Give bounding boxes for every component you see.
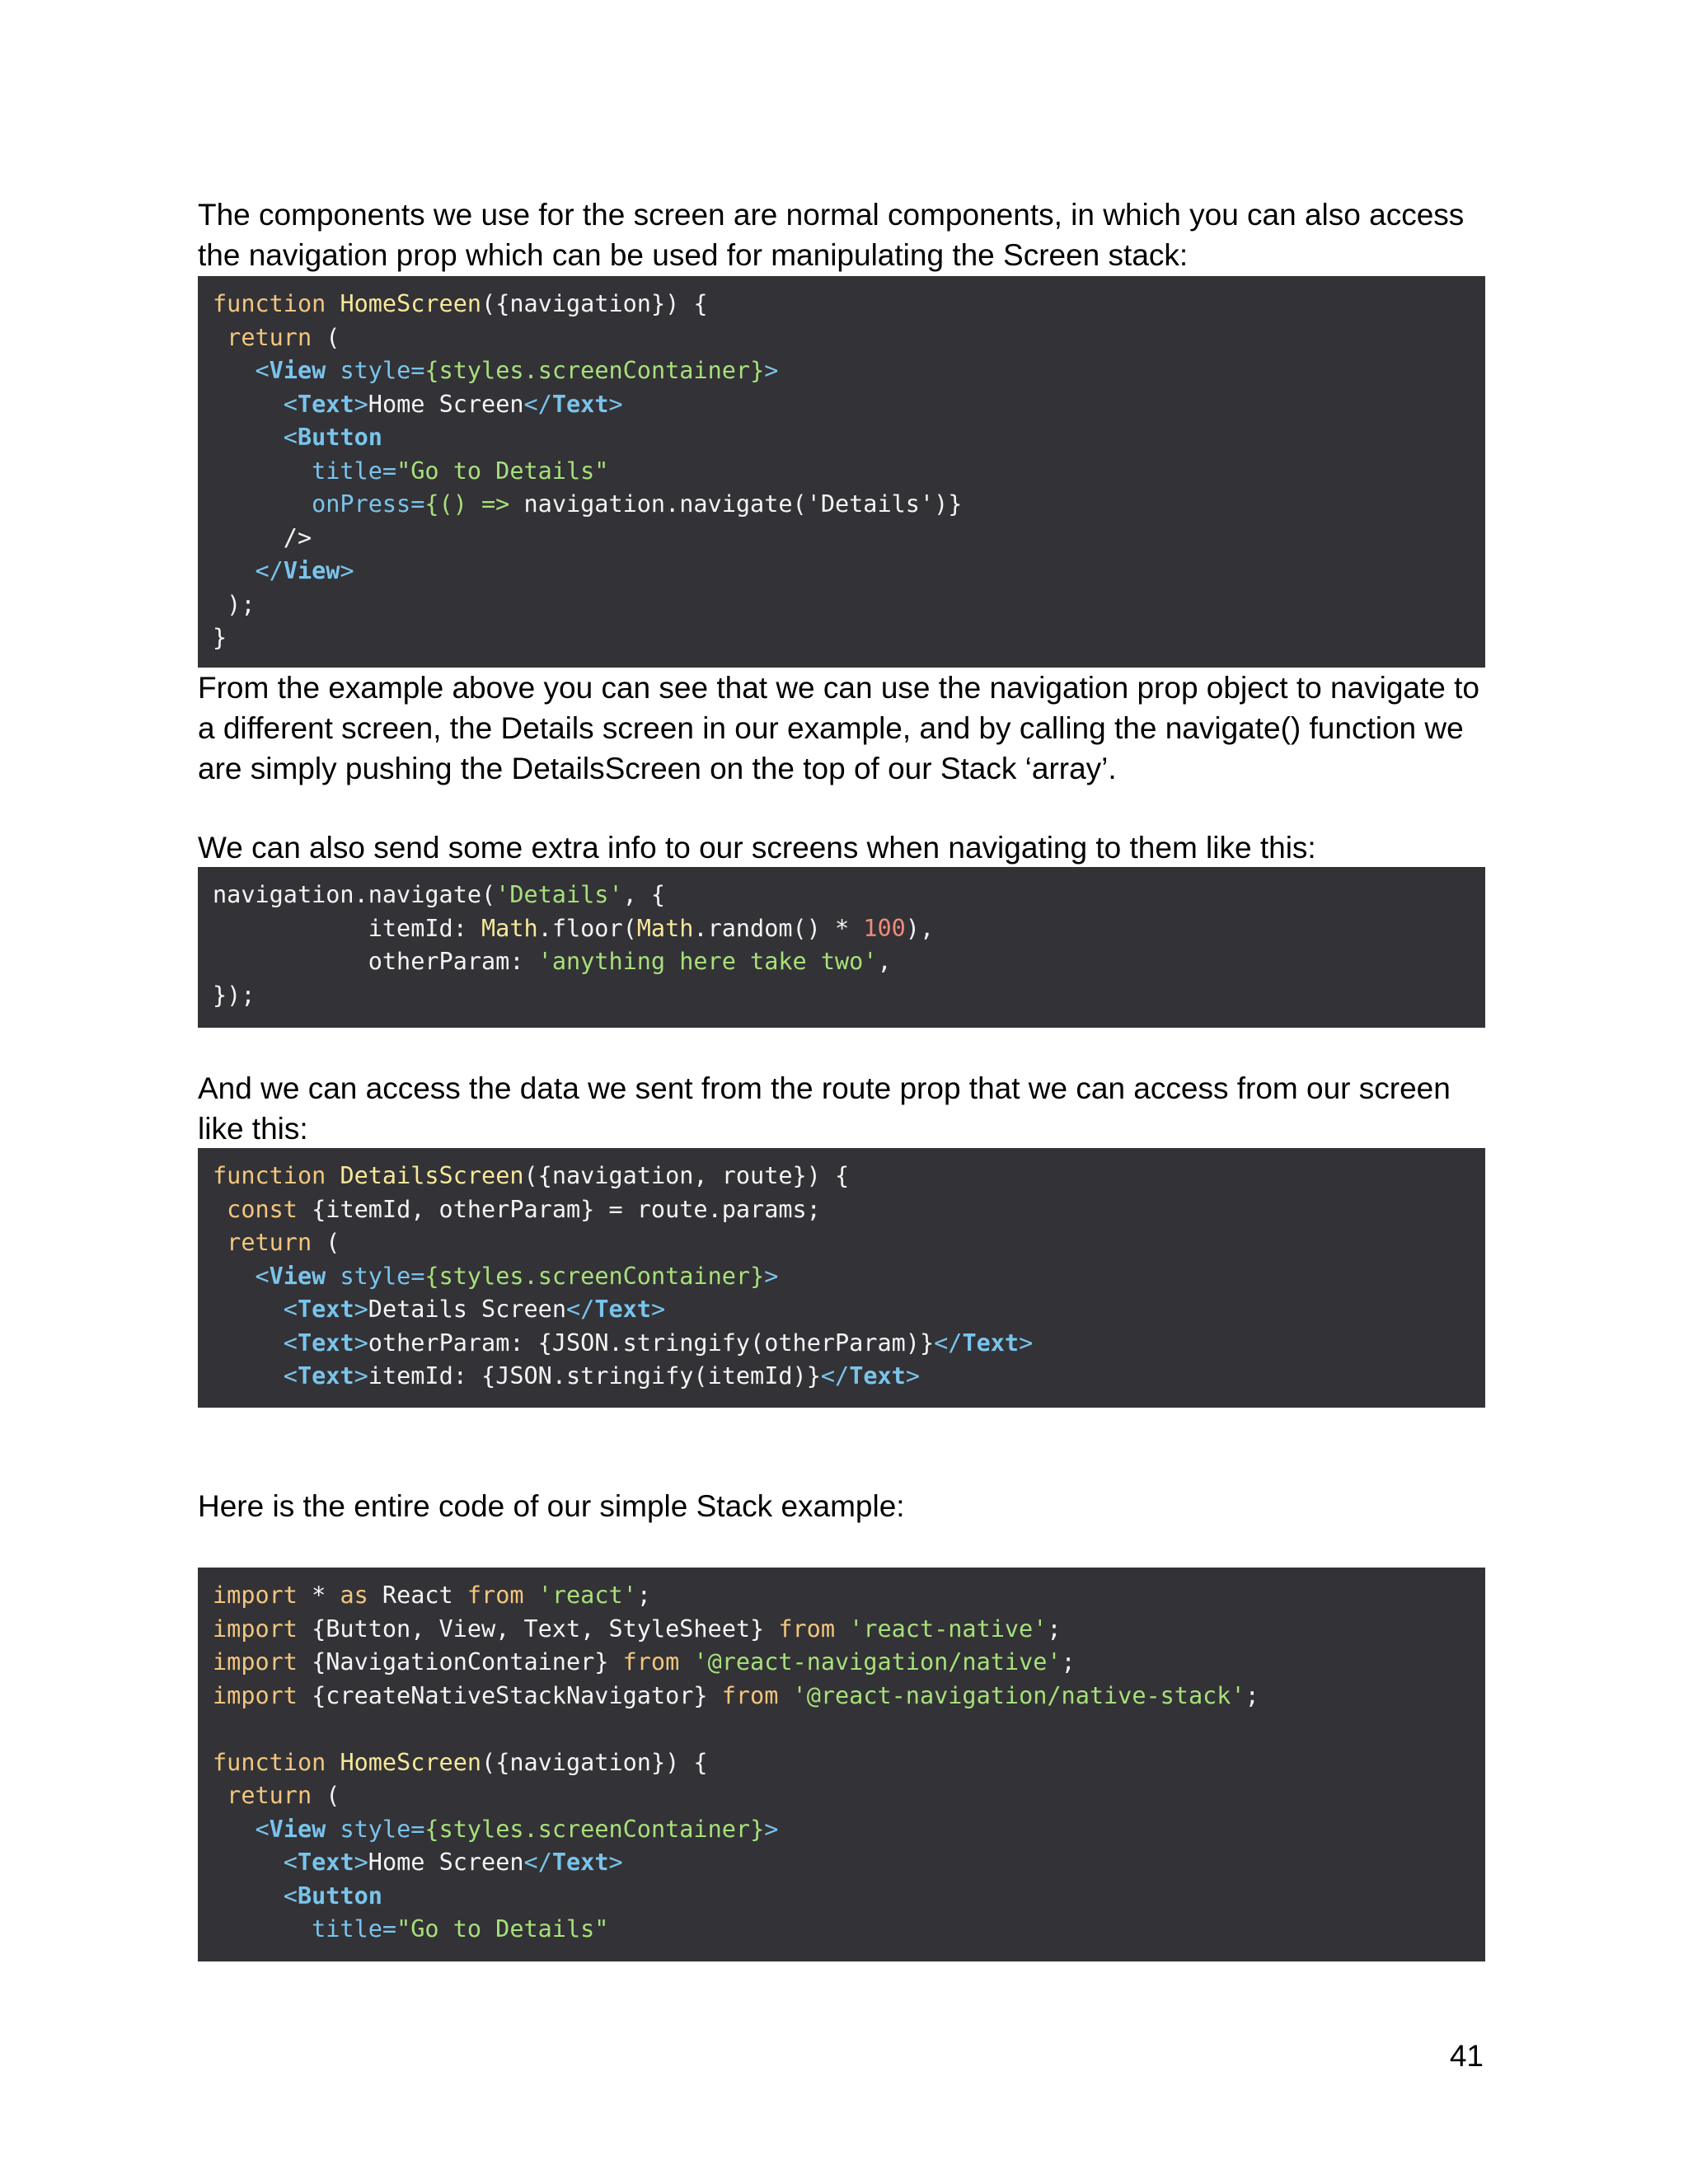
code-token: itemId: {JSON.stringify(itemId)}	[368, 1362, 821, 1390]
code-line	[213, 1746, 1485, 1780]
code-token: *	[297, 1582, 340, 1609]
code-line	[213, 388, 1485, 422]
code-line	[213, 1160, 1485, 1193]
code-line	[213, 945, 1485, 979]
code-token: navigation.navigate('Details')}	[523, 490, 963, 518]
code-token: "Go to Details"	[396, 1915, 609, 1943]
paragraph-entire-code	[198, 1486, 1500, 1526]
code-token: </	[934, 1329, 963, 1357]
code-line	[213, 1646, 1485, 1680]
code-line	[213, 488, 1485, 522]
code-token: <	[255, 357, 270, 384]
code-token: >	[764, 1262, 779, 1290]
code-token: 'react-native'	[849, 1615, 1048, 1643]
code-token: from	[778, 1615, 835, 1643]
code-token: '@react-navigation/native'	[693, 1648, 1062, 1675]
code-token	[326, 357, 340, 384]
code-token: .floor(	[537, 914, 637, 942]
code-token: from	[721, 1681, 779, 1709]
text-line: The components we use for the screen are normal components, in which you can also access	[198, 198, 1465, 232]
text-line: We can also send some extra info to our screens when navigating to them like this:	[198, 831, 1316, 865]
code-token: otherParam:	[213, 948, 538, 975]
code-line	[213, 588, 1485, 622]
code-block-full-example	[198, 1568, 1485, 1961]
code-token: Home Screen	[368, 390, 524, 418]
code-token	[213, 1263, 255, 1290]
code-token: "Go to Details"	[396, 457, 609, 485]
code-token: Text	[297, 1362, 354, 1390]
code-token: >	[764, 1815, 779, 1843]
code-token	[213, 490, 312, 518]
code-token: </	[820, 1362, 850, 1390]
code-token: >	[354, 390, 368, 418]
code-token: 'anything here take two'	[537, 948, 878, 975]
code-token: import	[213, 1582, 298, 1609]
code-token	[213, 391, 284, 418]
code-line	[213, 1613, 1485, 1647]
code-token: </	[566, 1296, 595, 1323]
code-line	[213, 1193, 1485, 1227]
code-token: Button	[297, 424, 382, 451]
code-token: >	[354, 1296, 368, 1323]
code-token	[213, 557, 255, 584]
code-token: ;	[1061, 1648, 1076, 1675]
text-line: the navigation prop which can be used for manipulating the Screen stack:	[198, 238, 1189, 272]
code-token: );	[213, 590, 256, 618]
code-line	[213, 354, 1485, 388]
code-block-navigate-params	[198, 867, 1485, 1028]
code-line	[213, 1913, 1485, 1947]
paragraph-navigate-explanation	[198, 668, 1500, 789]
code-token: </	[523, 1849, 552, 1876]
code-line	[213, 979, 1485, 1013]
code-token: Text	[594, 1296, 651, 1323]
code-token: <	[283, 390, 298, 418]
text-line: Here is the entire code of our simple Stack example:	[198, 1489, 905, 1523]
text-line: From the example above you can see that we can use the navigation prop object to navigate to	[198, 671, 1479, 705]
code-token: 'react'	[537, 1582, 637, 1609]
code-token: function	[213, 1162, 326, 1189]
code-token	[213, 1229, 227, 1256]
code-line	[213, 1327, 1485, 1361]
code-token	[326, 290, 340, 317]
code-token: 'Details'	[495, 881, 623, 908]
code-line	[213, 555, 1485, 588]
code-token: Math	[636, 914, 694, 942]
code-token	[213, 1882, 284, 1910]
code-token: HomeScreen	[340, 290, 482, 317]
code-token: import	[213, 1615, 298, 1643]
code-token: {createNativeStackNavigator}	[297, 1681, 722, 1709]
code-token: return	[227, 1782, 312, 1809]
code-line	[213, 1680, 1485, 1713]
code-token	[213, 1329, 284, 1357]
code-token: title=	[312, 1915, 397, 1943]
code-token: {NavigationContainer}	[297, 1648, 623, 1675]
code-token: {styles.screenContainer}	[424, 1262, 765, 1290]
code-token: const	[227, 1195, 298, 1223]
code-token	[326, 1162, 340, 1189]
code-line	[213, 1260, 1485, 1294]
code-token: return	[227, 1229, 312, 1256]
code-token: (	[312, 323, 340, 351]
code-token: ({navigation, route}) {	[523, 1162, 850, 1189]
code-token: }	[213, 624, 227, 651]
code-line	[213, 1880, 1485, 1914]
code-block-home-screen	[198, 276, 1485, 668]
code-token: {styles.screenContainer}	[424, 357, 765, 384]
code-token: >	[650, 1296, 666, 1323]
code-token: View	[269, 1262, 326, 1290]
code-token: Home Screen	[368, 1849, 524, 1876]
code-token: >	[354, 1849, 368, 1876]
code-token: ({navigation}) {	[481, 1748, 708, 1776]
code-token: otherParam: {JSON.stringify(otherParam)}	[368, 1329, 935, 1357]
code-token: import	[213, 1681, 298, 1709]
code-line	[213, 522, 1485, 555]
paragraph-extra-info	[198, 827, 1500, 868]
paragraph-intro	[198, 194, 1500, 275]
code-token: title=	[312, 457, 397, 485]
code-token: <	[255, 1815, 270, 1843]
code-token: function	[213, 1748, 326, 1776]
code-token: {Button, View, Text, StyleSheet}	[297, 1615, 779, 1643]
code-token: (	[312, 1229, 340, 1256]
code-line	[213, 1713, 1485, 1746]
code-token: function	[213, 290, 326, 317]
code-token: ;	[1245, 1681, 1259, 1709]
code-token: Button	[297, 1882, 382, 1910]
code-token: Text	[297, 1849, 354, 1876]
code-token: '@react-navigation/native-stack'	[792, 1681, 1245, 1709]
code-token	[778, 1682, 792, 1709]
code-token: <	[255, 1262, 270, 1290]
code-token: >	[905, 1362, 920, 1390]
code-token: Text	[297, 1296, 354, 1323]
code-token: View	[283, 557, 340, 584]
code-token: 100	[863, 914, 906, 942]
code-token: , {	[622, 881, 666, 908]
code-token: ;	[636, 1582, 651, 1609]
code-token: navigation.navigate(	[213, 881, 496, 908]
code-line	[213, 1293, 1485, 1327]
code-line	[213, 421, 1485, 455]
code-token	[326, 1816, 340, 1843]
code-token	[213, 324, 227, 351]
code-line	[213, 1846, 1485, 1880]
code-token: <	[283, 1296, 298, 1323]
code-token: </	[255, 557, 284, 584]
code-line	[213, 1813, 1485, 1847]
code-token	[213, 1296, 284, 1323]
code-token: >	[1019, 1329, 1034, 1357]
code-token: {styles.screenContainer}	[424, 1815, 765, 1843]
code-token	[213, 1782, 227, 1809]
code-token: .random() *	[693, 914, 864, 942]
code-token: from	[622, 1648, 680, 1675]
code-token	[835, 1615, 849, 1643]
code-line	[213, 1360, 1485, 1394]
code-token: return	[227, 323, 312, 351]
code-token: <	[283, 1882, 298, 1910]
paragraph-route-prop	[198, 1068, 1500, 1149]
code-token: });	[213, 981, 256, 1009]
code-token: View	[269, 357, 326, 384]
code-token: style=	[340, 1262, 425, 1290]
code-token: />	[213, 523, 312, 551]
text-line: like this:	[198, 1112, 308, 1146]
code-token	[213, 1816, 255, 1843]
code-line	[213, 321, 1485, 355]
code-token: import	[213, 1648, 298, 1675]
code-token	[213, 1196, 227, 1223]
code-token: >	[764, 357, 779, 384]
code-token: {itemId, otherParam} = route.params;	[297, 1195, 821, 1223]
text-line: And we can access the data we sent from the route prop that we can access from our screen	[198, 1071, 1451, 1105]
code-line	[213, 912, 1485, 946]
code-token	[213, 457, 312, 485]
text-line: a different screen, the Details screen in our example, and by calling the navigate() function we	[198, 711, 1464, 745]
code-token: >	[340, 557, 354, 584]
code-token: Text	[297, 390, 354, 418]
code-token: >	[354, 1329, 368, 1357]
code-token: HomeScreen	[340, 1748, 482, 1776]
code-token: ({navigation}) {	[481, 290, 708, 317]
code-token: itemId:	[213, 914, 482, 942]
page-number: 41	[1449, 2039, 1484, 2073]
code-token: style=	[340, 1815, 425, 1843]
code-line	[213, 621, 1485, 655]
code-token: ;	[1047, 1615, 1062, 1643]
code-token: from	[467, 1582, 524, 1609]
code-token: as	[340, 1582, 368, 1609]
code-token: <	[283, 1329, 298, 1357]
code-token: Details Screen	[368, 1296, 566, 1323]
code-token: DetailsScreen	[340, 1162, 524, 1189]
code-token: ),	[905, 914, 935, 942]
code-token: Text	[551, 1849, 609, 1876]
code-token	[213, 357, 255, 384]
code-token: Text	[297, 1329, 354, 1357]
code-token: {() =>	[424, 490, 524, 518]
code-token	[213, 424, 284, 451]
code-token: React	[368, 1582, 467, 1609]
code-token: Text	[849, 1362, 906, 1390]
code-token: </	[523, 390, 552, 418]
code-token	[213, 1915, 312, 1943]
code-token	[213, 1849, 284, 1876]
code-token	[326, 1263, 340, 1290]
code-token: Math	[481, 914, 538, 942]
code-line	[213, 455, 1485, 489]
code-token: <	[283, 1362, 298, 1390]
code-token	[213, 1362, 284, 1390]
code-line	[213, 1226, 1485, 1260]
code-token: onPress=	[312, 490, 425, 518]
code-token	[679, 1648, 693, 1675]
code-token: Text	[962, 1329, 1020, 1357]
code-token: <	[283, 424, 298, 451]
code-token	[326, 1749, 340, 1776]
code-token	[524, 1582, 538, 1609]
code-token: >	[608, 390, 623, 418]
code-token: Text	[551, 390, 609, 418]
code-token: View	[269, 1815, 326, 1843]
code-line	[213, 288, 1485, 321]
code-line	[213, 1779, 1485, 1813]
code-token: style=	[340, 357, 425, 384]
code-token: >	[608, 1849, 623, 1876]
code-line	[213, 879, 1485, 912]
text-line: are simply pushing the DetailsScreen on the top of our Stack ‘array’.	[198, 752, 1117, 785]
code-token: <	[283, 1849, 298, 1876]
code-token: (	[312, 1782, 340, 1809]
code-line	[213, 1579, 1485, 1613]
code-token: >	[354, 1362, 368, 1390]
code-token: ,	[877, 948, 892, 975]
code-block-details-screen	[198, 1148, 1485, 1408]
